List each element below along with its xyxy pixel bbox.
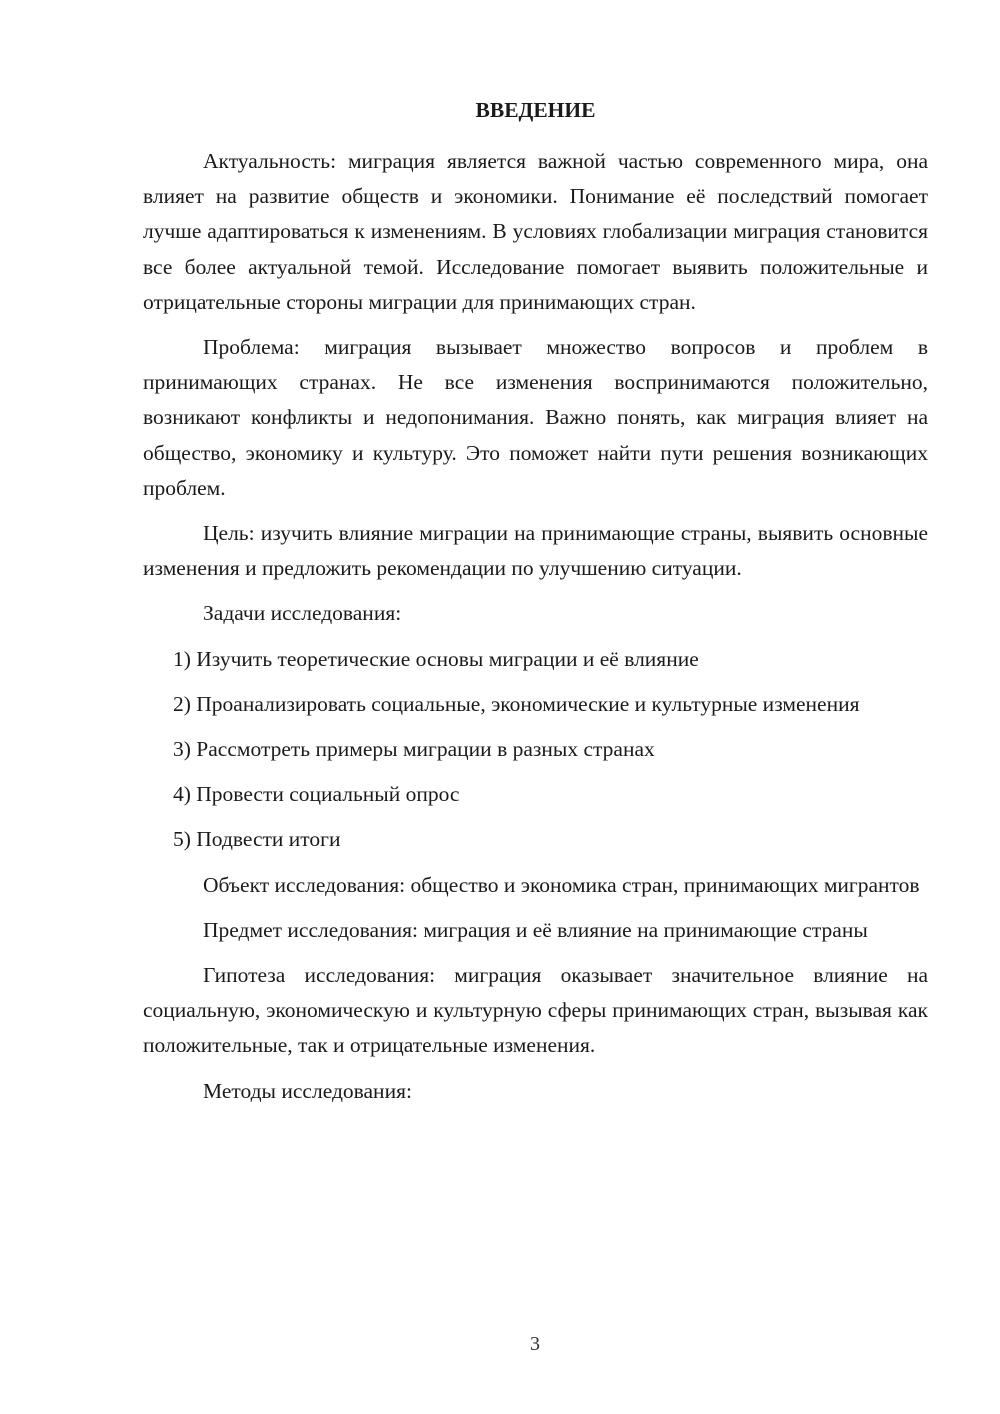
task-item-1: 1) Изучить теоретические основы миграции и её влияние	[173, 646, 699, 671]
task-item-5: 5) Подвести итоги	[173, 827, 341, 852]
document-page	[143, 92, 928, 1119]
paragraph-relevance: Актуальность: миграция является важной частью современного мира, она влияет на развитие обществ и экономики. Понимание её последствий помогает лучше адаптироваться к изменениям. В условиях глобализации миграция становится все более актуальной темой. Исследование помогает выявить положительные и отрицательные стороны миграции для принимающих стран.	[143, 149, 928, 314]
paragraph-subject: Предмет исследования: миграция и её влияние на принимающие страны	[203, 917, 868, 942]
page-number: 3	[530, 1333, 540, 1355]
paragraph-tasks-heading: Задачи исследования:	[203, 601, 402, 626]
task-item-4: 4) Провести социальный опрос	[173, 782, 460, 807]
section-title: ВВЕДЕНИЕ	[475, 98, 596, 122]
paragraph-object: Объект исследования: общество и экономика стран, принимающих мигрантов	[203, 872, 920, 897]
paragraph-goal: Цель: изучить влияние миграции на принимающие страны, выявить основные изменения и предложить рекомендации по улучшению ситуации.	[143, 521, 928, 581]
paragraph-hypothesis: Гипотеза исследования: миграция оказывает значительное влияние на социальную, экономическую и культурную сферы принимающих стран, вызывая как положительные, так и отрицательные изменения.	[143, 963, 928, 1058]
task-item-3: 3) Рассмотреть примеры миграции в разных странах	[173, 737, 655, 762]
paragraph-problem: Проблема: миграция вызывает множество вопросов и проблем в принимающих странах. Не все изменения воспринимаются положительно, возникают конфликты и недопонимания. Важно понять, как миграция влияет на общество, экономику и культуру. Это поможет найти пути решения возникающих проблем.	[143, 335, 928, 500]
task-item-2: 2) Проанализировать социальные, экономические и культурные изменения	[173, 691, 860, 716]
paragraph-methods: Методы исследования:	[203, 1078, 412, 1103]
